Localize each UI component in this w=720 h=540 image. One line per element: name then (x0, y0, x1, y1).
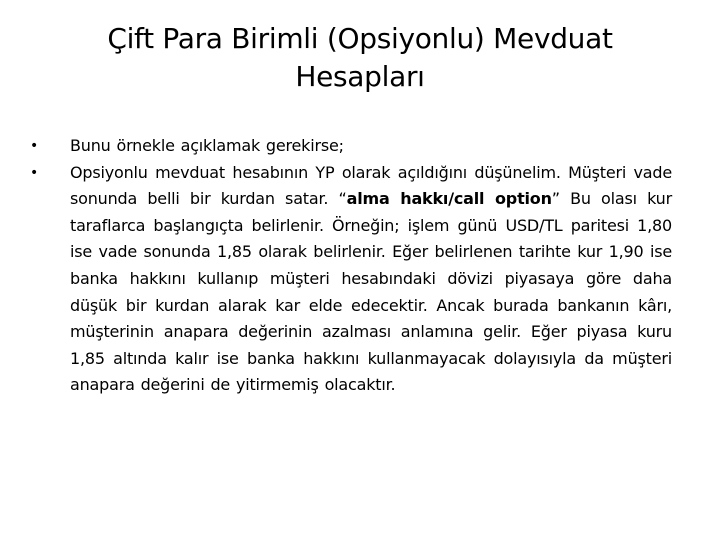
bullet-text-2-part-2: ” Bu olası kur taraflarca başlangıçta belirlenir. Örneğin; işlem günü USD/TL paritesi 1,80 ise vade sonunda 1,85 olarak belirlenir. Eğer belirlenen tarihte kur 1,90 ise banka hakkını kullanıp müşteri hesabındaki dövizi piyasaya göre daha düşük bir kurdan alarak kar elde edecektir. Ancak burada bankanın kârı, müşterinin anapara değerinin azalması anlamına gelir. Eğer piyasa kuru 1,85 altında kalır ise banka hakkını kullanmayacak dolayısıyla da müşteri anapara değerini de yitirmemiş olacaktır. (70, 189, 672, 395)
bullet-text-2-bold-term: alma hakkı/call option (346, 189, 552, 209)
slide-title-line-1: Çift Para Birimli (Opsiyonlu) Mevduat (107, 22, 613, 55)
bullet-text-2-part-1: Opsiyonlu mevduat hesabının YP olarak açıldığını düşünelim. Müşteri vade sonunda belli bir kurdan satar. “ (70, 162, 672, 209)
bullet-item-1 (30, 133, 672, 160)
bullet-icon: • (30, 138, 39, 154)
slide-title-line-2: Hesapları (295, 60, 425, 93)
bullet-icon: • (30, 164, 39, 181)
bullet-text-1: Bunu örnekle açıklamak gerekirse; (70, 136, 344, 155)
bullet-list (30, 133, 672, 399)
slide-title (40, 20, 680, 96)
bullet-item-2 (30, 160, 672, 399)
